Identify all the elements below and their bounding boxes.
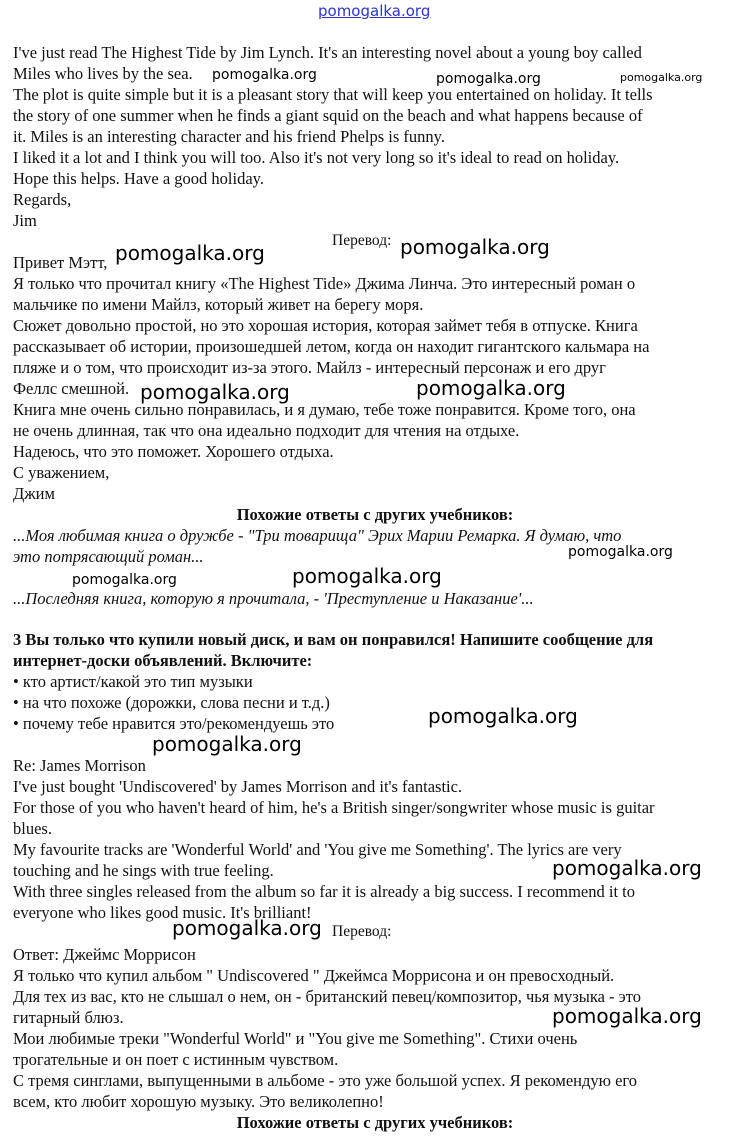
- post-en-line: I've just bought 'Undiscovered' by James Morrison and it's fantastic.: [13, 777, 463, 796]
- letter1-ru-line: С уважением,: [13, 463, 110, 482]
- task3-bullet: • на что похоже (дорожки, слова песни и т.д.): [13, 693, 330, 712]
- letter1-ru-line: Надеюсь, что это поможет. Хорошего отдыха.: [13, 442, 334, 461]
- translation-label: Перевод:: [332, 923, 392, 940]
- letter1-en-line: Miles who lives by the sea.: [13, 64, 193, 83]
- watermark: pomogalka.org: [568, 544, 673, 560]
- watermark: pomogalka.org: [172, 916, 322, 940]
- letter1-ru-line: Привет Мэтт,: [13, 253, 108, 272]
- post-en-line: My favourite tracks are 'Wonderful World' and 'You give me Something'. The lyrics are very: [13, 840, 622, 859]
- letter1-en-line: I liked it a lot and I think you will too. Also it's not very long so it's ideal to read on holiday.: [13, 148, 620, 167]
- letter1-en-line: it. Miles is an interesting character and his friend Phelps is funny.: [13, 127, 445, 146]
- watermark: pomogalka.org: [552, 1004, 702, 1028]
- letter1-en-line: Regards,: [13, 190, 72, 209]
- watermark: pomogalka.org: [72, 572, 177, 588]
- letter1-ru-line: рассказывает об истории, произошедшей летом, когда он находит гигантского кальмара на: [13, 337, 650, 356]
- similar-answer-line[interactable]: ...Моя любимая книга о дружбе - "Три товарища" Эрих Марии Ремарка. Я думаю, что: [13, 526, 622, 545]
- watermark: pomogalka.org: [552, 856, 702, 880]
- task3-bullet: • кто артист/какой это тип музыки: [13, 672, 253, 691]
- post-ru-line: С тремя синглами, выпущенными в альбоме - это уже большой успех. Я рекомендую его: [13, 1071, 638, 1090]
- site-link[interactable]: pomogalka.org: [318, 2, 431, 20]
- similar-heading: Похожие ответы с других учебников:: [236, 1113, 514, 1132]
- letter1-ru-line: мальчике по имени Майлз, который живет на берегу моря.: [13, 295, 424, 314]
- letter1-ru-line: пляже и о том, что происходит из-за этого. Майлз - интересный персонаж и его друг: [13, 358, 606, 377]
- letter1-en-line: The plot is quite simple but it is a pleasant story that will keep you entertained on holiday. It tells: [13, 85, 653, 104]
- post-en-line: Re: James Morrison: [13, 756, 146, 775]
- letter1-en-line: Jim: [13, 211, 37, 230]
- letter1-ru-line: Я только что прочитал книгу «The Highest Tide» Джима Линча. Это интересный роман о: [13, 274, 636, 293]
- similar-heading: Похожие ответы с других учебников:: [236, 505, 514, 524]
- watermark: pomogalka.org: [212, 67, 317, 83]
- post-en-line: With three singles released from the album so far it is already a big success. I recommend it to: [13, 882, 636, 901]
- post-ru-line: всем, кто любит хорошую музыку. Это великолепно!: [13, 1092, 384, 1111]
- translation-label: Перевод:: [332, 232, 392, 249]
- watermark: pomogalka.org: [140, 380, 290, 404]
- watermark: pomogalka.org: [428, 704, 578, 728]
- watermark: pomogalka.org: [416, 376, 566, 400]
- watermark: pomogalka.org: [292, 564, 442, 588]
- similar-answer-line[interactable]: ...Последняя книга, которую я прочитала, - 'Преступление и Наказание'...: [13, 589, 534, 608]
- task3-title: интернет-доски объявлений. Включите:: [13, 651, 313, 670]
- post-en-line: blues.: [13, 819, 52, 838]
- post-en-line: touching and he sings with true feeling.: [13, 861, 274, 880]
- post-en-line: everyone who likes good music. It's brilliant!: [13, 903, 312, 922]
- similar-answer-line[interactable]: это потрясающий роман...: [13, 547, 204, 566]
- task3-title: 3 Вы только что купили новый диск, и вам он понравился! Напишите сообщение для: [13, 630, 654, 649]
- letter1-ru-line: не очень длинная, так что она идеально подходит для чтения на отдыхе.: [13, 421, 520, 440]
- post-ru-line: Ответ: Джеймс Моррисон: [13, 945, 196, 964]
- post-en-line: For those of you who haven't heard of him, he's a British singer/songwriter whose music is guitar: [13, 798, 655, 817]
- watermark: pomogalka.org: [620, 71, 703, 84]
- letter1-ru-line: Сюжет довольно простой, но это хорошая история, которая займет тебя в отпуске. Книга: [13, 316, 638, 335]
- letter1-en-line: I've just read The Highest Tide by Jim Lynch. It's an interesting novel about a young boy called: [13, 43, 642, 62]
- post-ru-line: Мои любимые треки "Wonderful World" и "You give me Something". Стихи очень: [13, 1029, 578, 1048]
- letter1-en-line: the story of one summer when he finds a giant squid on the beach and what happens because of: [13, 106, 643, 125]
- watermark: pomogalka.org: [152, 732, 302, 756]
- post-ru-line: трогательные и он поет с истинным чувством.: [13, 1050, 339, 1069]
- post-ru-line: гитарный блюз.: [13, 1008, 124, 1027]
- watermark: pomogalka.org: [115, 241, 265, 265]
- watermark: pomogalka.org: [400, 235, 550, 259]
- post-ru-line: Для тех из вас, кто не слышал о нем, он - британский певец/композитор, чья музыка - это: [13, 987, 641, 1006]
- post-ru-line: Я только что купил альбом " Undiscovered " Джеймса Моррисона и он превосходный.: [13, 966, 615, 985]
- task3-bullet: • почему тебе нравится это/рекомендуешь это: [13, 714, 335, 733]
- watermark: pomogalka.org: [436, 71, 541, 87]
- letter1-ru-line: Джим: [13, 484, 55, 503]
- letter1-en-line: Hope this helps. Have a good holiday.: [13, 169, 264, 188]
- letter1-ru-line: Феллс смешной.: [13, 379, 130, 398]
- letter1-ru-line: Книга мне очень сильно понравилась, и я думаю, тебе тоже понравится. Кроме того, она: [13, 400, 636, 419]
